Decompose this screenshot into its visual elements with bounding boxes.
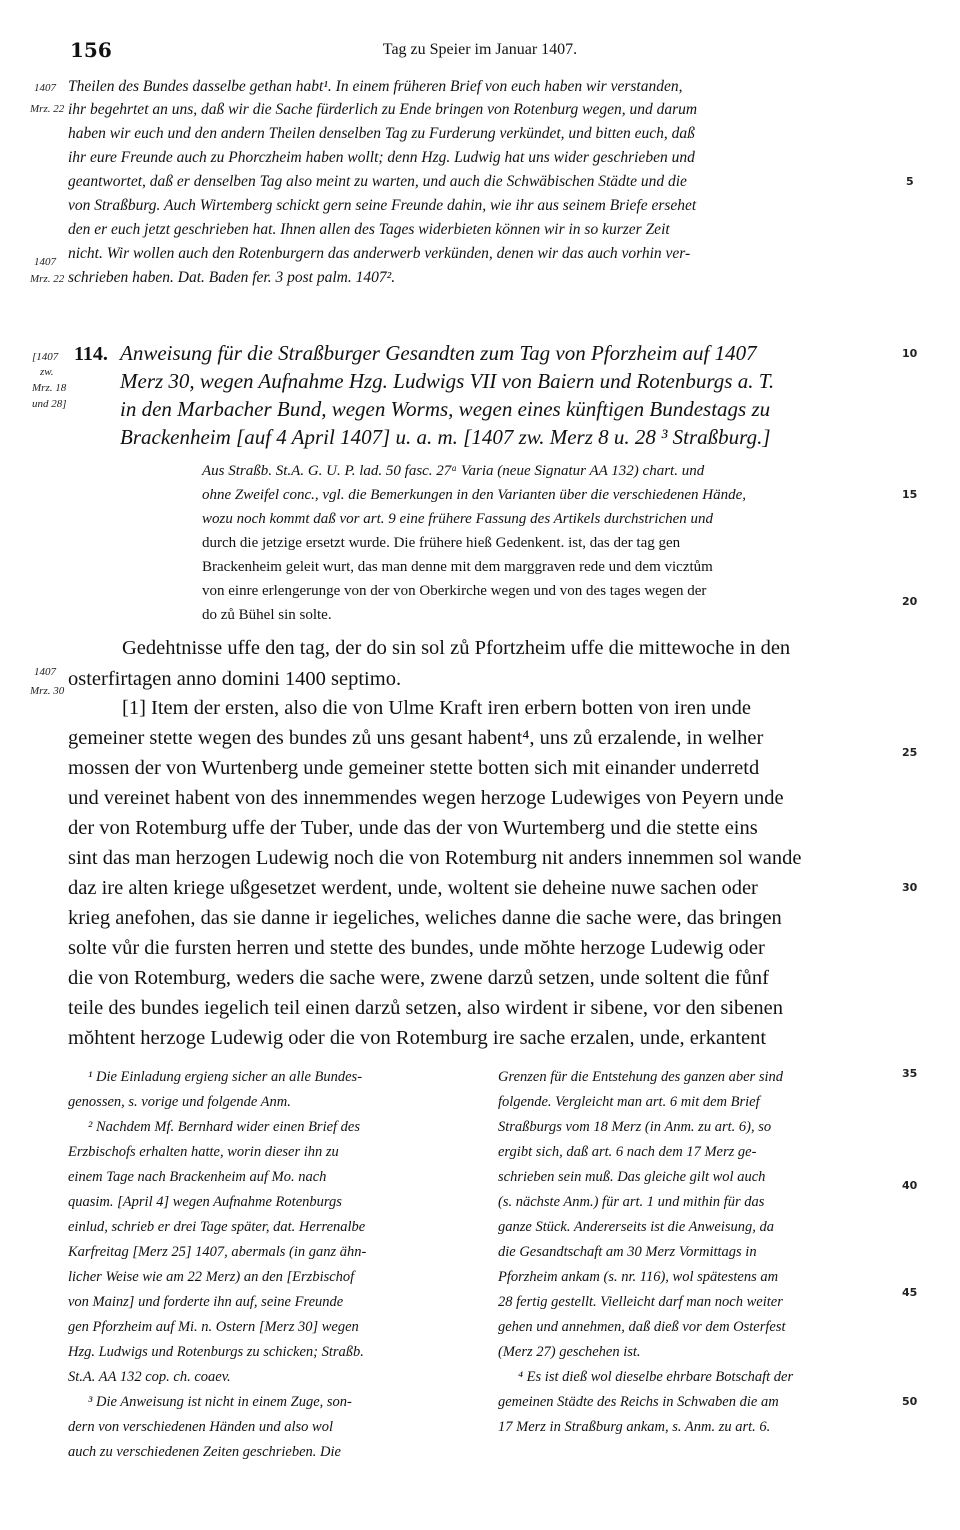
footnote-line: einlud, schrieb er drei Tage später, dat. Herrenalbe bbox=[68, 1219, 366, 1235]
letter-line: ihr eure Freunde auch zu Phorczheim haben wollt; denn Hzg. Ludwig hat uns wider geschrieben und bbox=[68, 149, 695, 166]
footnote-line: ⁴ Es ist dieß wol dieselbe ehrbare Botschaft der bbox=[518, 1369, 794, 1385]
footnote-line: (s. nächste Anm.) für art. 1 und mithin für das bbox=[498, 1194, 765, 1210]
footnote-line: Hzg. Ludwigs und Rotenburgs zu schicken; Straßb. bbox=[68, 1344, 364, 1360]
margin-note: 1407 bbox=[34, 256, 56, 268]
footnote-line: 17 Merz in Straßburg ankam, s. Anm. zu art. 6. bbox=[498, 1419, 771, 1435]
margin-note: 1407 bbox=[34, 666, 56, 678]
footnote-line: dern von verschiedenen Händen und also wol bbox=[68, 1419, 333, 1435]
line-number: 15 bbox=[902, 488, 918, 501]
footnote-line: gehen und annehmen, daß dieß vor dem Osterfest bbox=[498, 1319, 786, 1335]
running-head: Tag zu Speier im Januar 1407. bbox=[382, 41, 578, 58]
text-line: gemeiner stette wegen des bundes zů uns gesant habent⁴, uns zů erzalende, in welher bbox=[68, 727, 764, 749]
footnote-line: Grenzen für die Entstehung des ganzen aber sind bbox=[498, 1069, 784, 1085]
footnote-line: gemeinen Städte des Reichs in Schwaben die am bbox=[498, 1394, 779, 1410]
footnote-line: ² Nachdem Mf. Bernhard wider einen Brief des bbox=[88, 1119, 361, 1135]
source-line: wozu noch kommt daß vor art. 9 eine frühere Fassung des Artikels durchstrichen und bbox=[202, 511, 714, 527]
line-number: 50 bbox=[902, 1395, 918, 1408]
letter-line: schrieben haben. Dat. Baden fer. 3 post palm. 1407². bbox=[68, 269, 396, 286]
source-line: von einre erlengerunge von der von Oberkirche wegen und von des tages wegen der bbox=[202, 583, 707, 599]
line-number: 45 bbox=[902, 1286, 918, 1299]
title-line: in den Marbacher Bund, wegen Worms, wegen eines künftigen Bundestags zu bbox=[120, 397, 771, 421]
source-line: ohne Zweifel conc., vgl. die Bemerkungen in den Varianten über die verschiedenen Hände, bbox=[202, 487, 747, 503]
line-number: 30 bbox=[902, 881, 918, 894]
title-line: Anweisung für die Straßburger Gesandten zum Tag von Pforzheim auf 1407 bbox=[120, 341, 757, 365]
footnote-line: (Merz 27) geschehen ist. bbox=[498, 1344, 641, 1360]
text-line: krieg anefohen, das sie danne ir iegeliches, weliches danne die sache were, das bringen bbox=[68, 907, 782, 929]
footnote-line: Straßburgs vom 18 Merz (in Anm. zu art. 6), so bbox=[498, 1119, 772, 1135]
letter-line: ihr begehrtet an uns, daß wir die Sache fürderlich zu Ende bringen von Rotenburg wegen, und darum bbox=[68, 101, 698, 118]
footnote-line: folgende. Vergleicht man art. 6 mit dem Brief bbox=[498, 1094, 760, 1110]
title-line: Merz 30, wegen Aufnahme Hzg. Ludwigs VII von Baiern und Rotenburgs a. T. bbox=[120, 369, 775, 393]
letter-line: von Straßburg. Auch Wirtemberg schickt gern seine Freunde dahin, wie ihr aus seinem Briefe ersehet bbox=[68, 197, 697, 214]
footnote-line: die Gesandtschaft am 30 Merz Vormittags in bbox=[498, 1244, 757, 1260]
margin-note: Mrz. 22 bbox=[30, 273, 65, 285]
source-line: do zů Bühel sin solte. bbox=[202, 607, 332, 623]
letter-line: Theilen des Bundes dasselbe gethan habt¹. In einem früheren Brief von euch haben wir verstanden, bbox=[68, 78, 683, 95]
margin-note: zw. bbox=[40, 366, 54, 378]
footnote-line: 28 fertig gestellt. Vielleicht darf man noch weiter bbox=[498, 1294, 783, 1310]
footnote-line: genossen, s. vorige und folgende Anm. bbox=[68, 1094, 291, 1110]
text-line: mŏhtent herzoge Ludewig oder die von Rotemburg ire sache erzalen, unde, erkantent bbox=[68, 1027, 767, 1049]
margin-note: Mrz. 30 bbox=[30, 685, 65, 697]
footnote-line: Pforzheim ankam (s. nr. 116), wol spätestens am bbox=[498, 1269, 779, 1285]
document-number: 114. bbox=[74, 343, 108, 365]
footnote-line: ganze Stück. Andererseits ist die Anweisung, da bbox=[498, 1219, 775, 1235]
footnote-line: auch zu verschiedenen Zeiten geschrieben. Die bbox=[68, 1444, 341, 1460]
text-line: Gedehtnisse uffe den tag, der do sin sol zů Pfortzheim uffe die mittewoche in den bbox=[122, 637, 791, 659]
margin-note: 1407 bbox=[34, 82, 56, 94]
text-line: daz ire alten kriege ußgesetzet werdent, unde, woltent sie deheine nuwe sachen oder bbox=[68, 877, 758, 899]
title-line: Brackenheim [auf 4 April 1407] u. a. m. [1407 zw. Merz 8 u. 28 ³ Straßburg.] bbox=[120, 425, 771, 449]
text-line: und vereinet habent von des innemmendes wegen herzoge Ludewiges von Peyern unde bbox=[68, 787, 784, 809]
footnote-line: einem Tage nach Brackenheim auf Mo. nach bbox=[68, 1169, 327, 1185]
line-number: 40 bbox=[902, 1179, 918, 1192]
footnote-line: St.A. AA 132 cop. ch. coaev. bbox=[68, 1369, 231, 1385]
margin-note: Mrz. 18 bbox=[32, 382, 67, 394]
footnote-line: quasim. [April 4] wegen Aufnahme Rotenburgs bbox=[68, 1194, 342, 1210]
text-line: [1] Item der ersten, also die von Ulme Kraft iren erbern botten von iren unde bbox=[122, 697, 752, 719]
source-line: durch die jetzige ersetzt wurde. Die frühere hieß Gedenkent. ist, das der tag gen bbox=[202, 535, 681, 551]
letter-line: geantwortet, daß er denselben Tag also meint zu warten, und auch die Schwäbischen Städte und die bbox=[68, 173, 687, 190]
letter-line: nicht. Wir wollen auch den Rotenburgern das anderwerb verkünden, denen wir das auch vorhin ver- bbox=[68, 245, 691, 262]
footnote-line: ³ Die Anweisung ist nicht in einem Zuge, son- bbox=[88, 1394, 352, 1410]
footnote-line: Karfreitag [Merz 25] 1407, abermals (in ganz ähn- bbox=[68, 1244, 367, 1260]
letter-line: haben wir euch und den andern Theilen denselben Tag zu Furderung verkündet, und bitten euch, daß bbox=[68, 125, 695, 142]
margin-note: [1407 bbox=[32, 351, 59, 363]
footnote-line: von Mainz] und forderte ihn auf, seine Freunde bbox=[68, 1294, 344, 1310]
text-line: die von Rotemburg, weders die sache were, zwene darzů setzen, unde soltent die fůnf bbox=[68, 967, 769, 989]
line-number: 20 bbox=[902, 595, 918, 608]
text-line: teile des bundes iegelich teil einen darzů setzen, also wirdent ir sibene, vor den sibenen bbox=[68, 997, 783, 1019]
text-line: mossen der von Wurtenberg unde gemeiner stette botten sich mit einander underretd bbox=[68, 757, 760, 779]
page-number: 156 bbox=[70, 38, 112, 62]
text-line: sint das man herzogen Ludewig noch die von Rotemburg nit anders innemmen sol wande bbox=[68, 847, 802, 869]
text-line: der von Rotemburg uffe der Tuber, unde das der von Wurtemberg und die stette eins bbox=[68, 817, 758, 839]
line-number: 10 bbox=[902, 347, 918, 360]
letter-line: den er euch jetzt geschrieben hat. Ihnen allen des Tages widerbieten können wir in so kurzer Zeit bbox=[68, 221, 670, 238]
line-number: 35 bbox=[902, 1067, 918, 1080]
page-header bbox=[70, 38, 890, 68]
footnote-line: ergibt sich, daß art. 6 nach dem 17 Merz ge- bbox=[498, 1144, 757, 1160]
line-number: 25 bbox=[902, 746, 918, 759]
footnote-line: Erzbischofs erhalten hatte, worin dieser ihn zu bbox=[68, 1144, 339, 1160]
text-line: osterfirtagen anno domini 1400 septimo. bbox=[68, 668, 402, 690]
margin-note: Mrz. 22 bbox=[30, 103, 65, 115]
margin-note: und 28] bbox=[32, 398, 67, 410]
footnote-line: licher Weise wie am 22 Merz) an den [Erzbischof bbox=[68, 1269, 355, 1285]
source-line: Brackenheim geleit wurt, das man denne mit dem marggraven rede und dem vicztům bbox=[202, 559, 713, 575]
footnote-line: ¹ Die Einladung ergieng sicher an alle Bundes- bbox=[88, 1069, 363, 1085]
source-line: Aus Straßb. St.A. G. U. P. lad. 50 fasc. 27ᵃ Varia (neue Signatur AA 132) chart. und bbox=[202, 463, 705, 479]
text-line: solte vůr die fursten herren und stette des bundes, unde mŏhte herzoge Ludewig oder bbox=[68, 937, 765, 959]
line-number: 5 bbox=[906, 175, 914, 188]
footnote-line: gen Pforzheim auf Mi. n. Ostern [Merz 30] wegen bbox=[68, 1319, 359, 1335]
footnote-line: schrieben sein muß. Das gleiche gilt wol auch bbox=[498, 1169, 766, 1185]
